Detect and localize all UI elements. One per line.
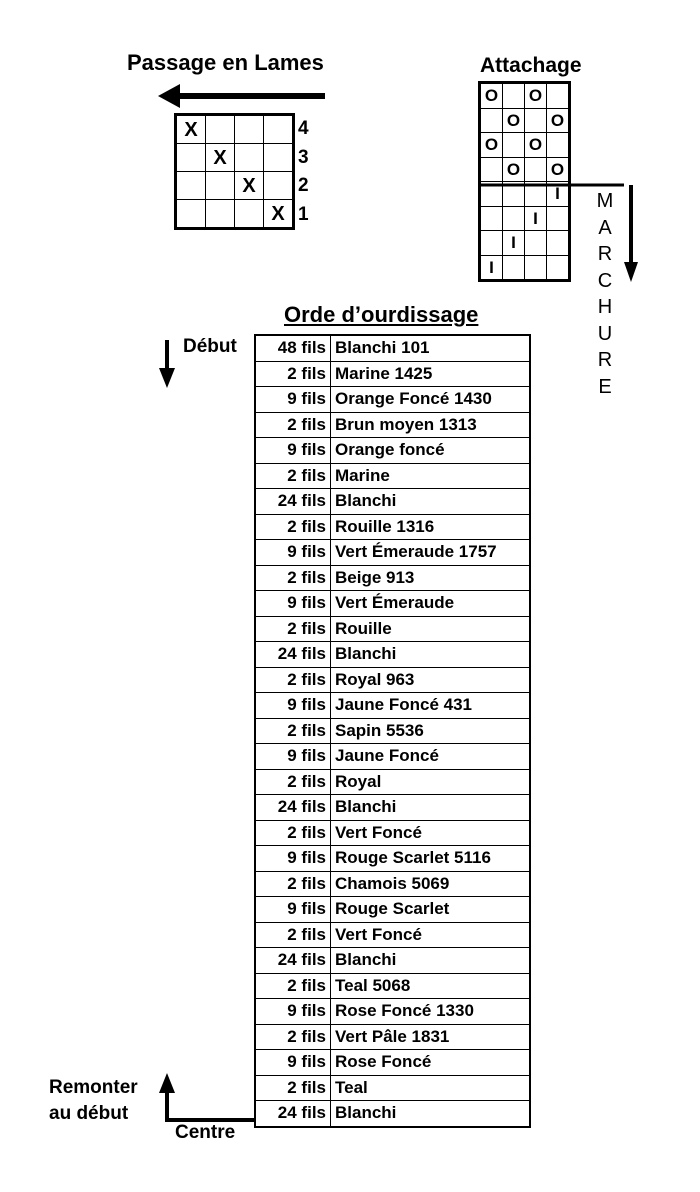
thread-count: 2 fils xyxy=(255,565,331,591)
thread-count: 2 fils xyxy=(255,1024,331,1050)
threading-cell xyxy=(176,172,206,200)
shaft-number: 2 xyxy=(298,175,309,196)
threading-arrowhead xyxy=(158,84,180,108)
thread-color: Brun moyen 1313 xyxy=(331,412,531,438)
treadling-row xyxy=(480,206,570,231)
thread-color: Blanchi xyxy=(331,1101,531,1127)
threading-cell xyxy=(264,115,294,144)
tieup-cell: O xyxy=(480,133,503,158)
thread-color: Vert Émeraude 1757 xyxy=(331,540,531,566)
start-label: Début xyxy=(183,336,237,357)
tieup-cell: O xyxy=(503,157,525,182)
thread-count: 9 fils xyxy=(255,387,331,413)
tieup-row xyxy=(480,157,570,182)
treadling-row xyxy=(480,231,570,256)
thread-count: 24 fils xyxy=(255,489,331,515)
thread-count: 2 fils xyxy=(255,973,331,999)
thread-color: Blanchi 101 xyxy=(331,335,531,361)
thread-count: 2 fils xyxy=(255,1075,331,1101)
tieup-cell: I xyxy=(480,255,503,281)
treadling-row xyxy=(480,255,570,281)
thread-color: Rose Foncé 1330 xyxy=(331,999,531,1025)
tieup-cell: I xyxy=(525,206,547,231)
table-row xyxy=(255,999,530,1025)
threading-row xyxy=(176,144,294,172)
tieup-cell xyxy=(547,83,570,109)
tieup-cell: O xyxy=(525,133,547,158)
tieup-cell xyxy=(547,231,570,256)
table-row xyxy=(255,922,530,948)
tieup-cell: I xyxy=(547,182,570,207)
tieup-cell xyxy=(525,182,547,207)
tieup-row xyxy=(480,108,570,133)
treadling-letter: C xyxy=(597,269,613,292)
thread-count: 2 fils xyxy=(255,361,331,387)
thread-color: Teal 5068 xyxy=(331,973,531,999)
thread-count: 2 fils xyxy=(255,769,331,795)
tieup-cell xyxy=(525,108,547,133)
return-label-line1: Remonter xyxy=(49,1077,138,1098)
thread-color: Vert Émeraude xyxy=(331,591,531,617)
tieup-row xyxy=(480,133,570,158)
table-row xyxy=(255,616,530,642)
threading-cell: X xyxy=(206,144,235,172)
tieup-cell xyxy=(503,83,525,109)
thread-count: 9 fils xyxy=(255,591,331,617)
treadling-letter: R xyxy=(597,349,613,371)
thread-count: 48 fils xyxy=(255,335,331,361)
thread-color: Marine xyxy=(331,463,531,489)
threading-row xyxy=(176,200,294,229)
table-row xyxy=(255,948,530,974)
table-row xyxy=(255,1101,530,1127)
thread-color: Orange foncé xyxy=(331,438,531,464)
thread-color: Beige 913 xyxy=(331,565,531,591)
thread-color: Blanchi xyxy=(331,489,531,515)
table-row xyxy=(255,718,530,744)
thread-color: Sapin 5536 xyxy=(331,718,531,744)
warping-order-table xyxy=(254,334,531,1128)
thread-count: 9 fils xyxy=(255,897,331,923)
tieup-cell xyxy=(480,182,503,207)
table-row xyxy=(255,642,530,668)
thread-count: 24 fils xyxy=(255,948,331,974)
tieup-cell: O xyxy=(480,83,503,109)
thread-color: Rose Foncé xyxy=(331,1050,531,1076)
thread-count: 2 fils xyxy=(255,463,331,489)
thread-count: 24 fils xyxy=(255,642,331,668)
thread-color: Blanchi xyxy=(331,795,531,821)
tieup-cell xyxy=(480,231,503,256)
treadling-letter: M xyxy=(596,190,614,212)
table-row xyxy=(255,846,530,872)
threading-cell xyxy=(206,115,235,144)
thread-color: Jaune Foncé xyxy=(331,744,531,770)
thread-color: Orange Foncé 1430 xyxy=(331,387,531,413)
thread-count: 2 fils xyxy=(255,616,331,642)
threading-cell xyxy=(264,144,294,172)
threading-grid xyxy=(174,113,295,230)
thread-count: 2 fils xyxy=(255,718,331,744)
treadling-letter: H xyxy=(597,296,613,318)
thread-color: Marine 1425 xyxy=(331,361,531,387)
tieup-grid xyxy=(478,81,571,282)
thread-count: 24 fils xyxy=(255,1101,331,1127)
tieup-cell xyxy=(503,206,525,231)
tieup-cell xyxy=(480,206,503,231)
thread-count: 9 fils xyxy=(255,1050,331,1076)
threading-cell xyxy=(176,200,206,229)
thread-color: Vert Foncé xyxy=(331,922,531,948)
table-row xyxy=(255,769,530,795)
center-label: Centre xyxy=(175,1122,236,1143)
thread-color: Teal xyxy=(331,1075,531,1101)
thread-count: 9 fils xyxy=(255,846,331,872)
threading-cell xyxy=(235,200,264,229)
tieup-cell: O xyxy=(525,83,547,109)
tieup-row xyxy=(480,83,570,109)
thread-count: 9 fils xyxy=(255,438,331,464)
thread-color: Rouille xyxy=(331,616,531,642)
thread-color: Blanchi xyxy=(331,642,531,668)
start-arrowhead xyxy=(159,368,175,388)
thread-count: 2 fils xyxy=(255,871,331,897)
thread-color: Rouille 1316 xyxy=(331,514,531,540)
table-row xyxy=(255,514,530,540)
table-row xyxy=(255,540,530,566)
threading-cell xyxy=(235,144,264,172)
table-row xyxy=(255,744,530,770)
thread-color: Blanchi xyxy=(331,948,531,974)
treadling-row xyxy=(480,182,570,207)
threading-cell: X xyxy=(264,200,294,229)
thread-color: Rouge Scarlet xyxy=(331,897,531,923)
treadling-letter: U xyxy=(597,322,613,345)
thread-count: 9 fils xyxy=(255,999,331,1025)
table-row xyxy=(255,693,530,719)
threading-cell: X xyxy=(235,172,264,200)
thread-color: Royal xyxy=(331,769,531,795)
threading-cell xyxy=(206,200,235,229)
thread-color: Royal 963 xyxy=(331,667,531,693)
threading-cell xyxy=(235,115,264,144)
treadling-letter: A xyxy=(598,216,612,239)
table-row xyxy=(255,1024,530,1050)
thread-count: 9 fils xyxy=(255,744,331,770)
table-row xyxy=(255,820,530,846)
tieup-cell xyxy=(547,255,570,281)
threading-cell xyxy=(176,144,206,172)
shaft-number: 3 xyxy=(298,146,309,168)
thread-color: Chamois 5069 xyxy=(331,871,531,897)
tieup-cell xyxy=(525,157,547,182)
table-row xyxy=(255,489,530,515)
tieup-cell xyxy=(525,231,547,256)
thread-count: 2 fils xyxy=(255,922,331,948)
threading-cell xyxy=(264,172,294,200)
warping-order-title: Orde d’ourdissage xyxy=(284,302,479,327)
table-row xyxy=(255,591,530,617)
table-row xyxy=(255,438,530,464)
threading-row xyxy=(176,172,294,200)
thread-count: 9 fils xyxy=(255,693,331,719)
threading-row xyxy=(176,115,294,144)
thread-count: 2 fils xyxy=(255,514,331,540)
table-row xyxy=(255,387,530,413)
table-row xyxy=(255,463,530,489)
treadling-arrowhead xyxy=(624,262,638,282)
threading-cell: X xyxy=(176,115,206,144)
tieup-cell xyxy=(547,133,570,158)
tieup-cell xyxy=(503,255,525,281)
table-row xyxy=(255,897,530,923)
thread-count: 2 fils xyxy=(255,667,331,693)
table-row xyxy=(255,871,530,897)
shaft-number: 4 xyxy=(298,118,309,139)
return-arrowhead xyxy=(159,1073,175,1093)
treadling-letter: E xyxy=(598,375,612,398)
table-row xyxy=(255,667,530,693)
table-row xyxy=(255,565,530,591)
thread-count: 24 fils xyxy=(255,795,331,821)
tieup-cell xyxy=(547,206,570,231)
tieup-cell xyxy=(480,108,503,133)
table-row xyxy=(255,361,530,387)
thread-color: Rouge Scarlet 5116 xyxy=(331,846,531,872)
tieup-title: Attachage xyxy=(480,54,582,77)
tieup-cell xyxy=(503,133,525,158)
tieup-cell: O xyxy=(547,157,570,182)
thread-color: Vert Foncé xyxy=(331,820,531,846)
tieup-cell xyxy=(480,157,503,182)
thread-color: Jaune Foncé 431 xyxy=(331,693,531,719)
thread-color: Vert Pâle 1831 xyxy=(331,1024,531,1050)
table-row xyxy=(255,973,530,999)
thread-count: 2 fils xyxy=(255,412,331,438)
threading-title: Passage en Lames xyxy=(127,50,324,75)
return-label-line2: au début xyxy=(49,1103,129,1124)
thread-count: 2 fils xyxy=(255,820,331,846)
tieup-cell: O xyxy=(503,108,525,133)
table-row xyxy=(255,795,530,821)
tieup-cell xyxy=(503,182,525,207)
tieup-cell: O xyxy=(547,108,570,133)
table-row xyxy=(255,412,530,438)
table-row xyxy=(255,1050,530,1076)
tieup-cell xyxy=(525,255,547,281)
shaft-number: 1 xyxy=(298,203,309,225)
threading-cell xyxy=(206,172,235,200)
treadling-letter: R xyxy=(597,243,613,265)
tieup-cell: I xyxy=(503,231,525,256)
table-row xyxy=(255,335,530,361)
table-row xyxy=(255,1075,530,1101)
thread-count: 9 fils xyxy=(255,540,331,566)
